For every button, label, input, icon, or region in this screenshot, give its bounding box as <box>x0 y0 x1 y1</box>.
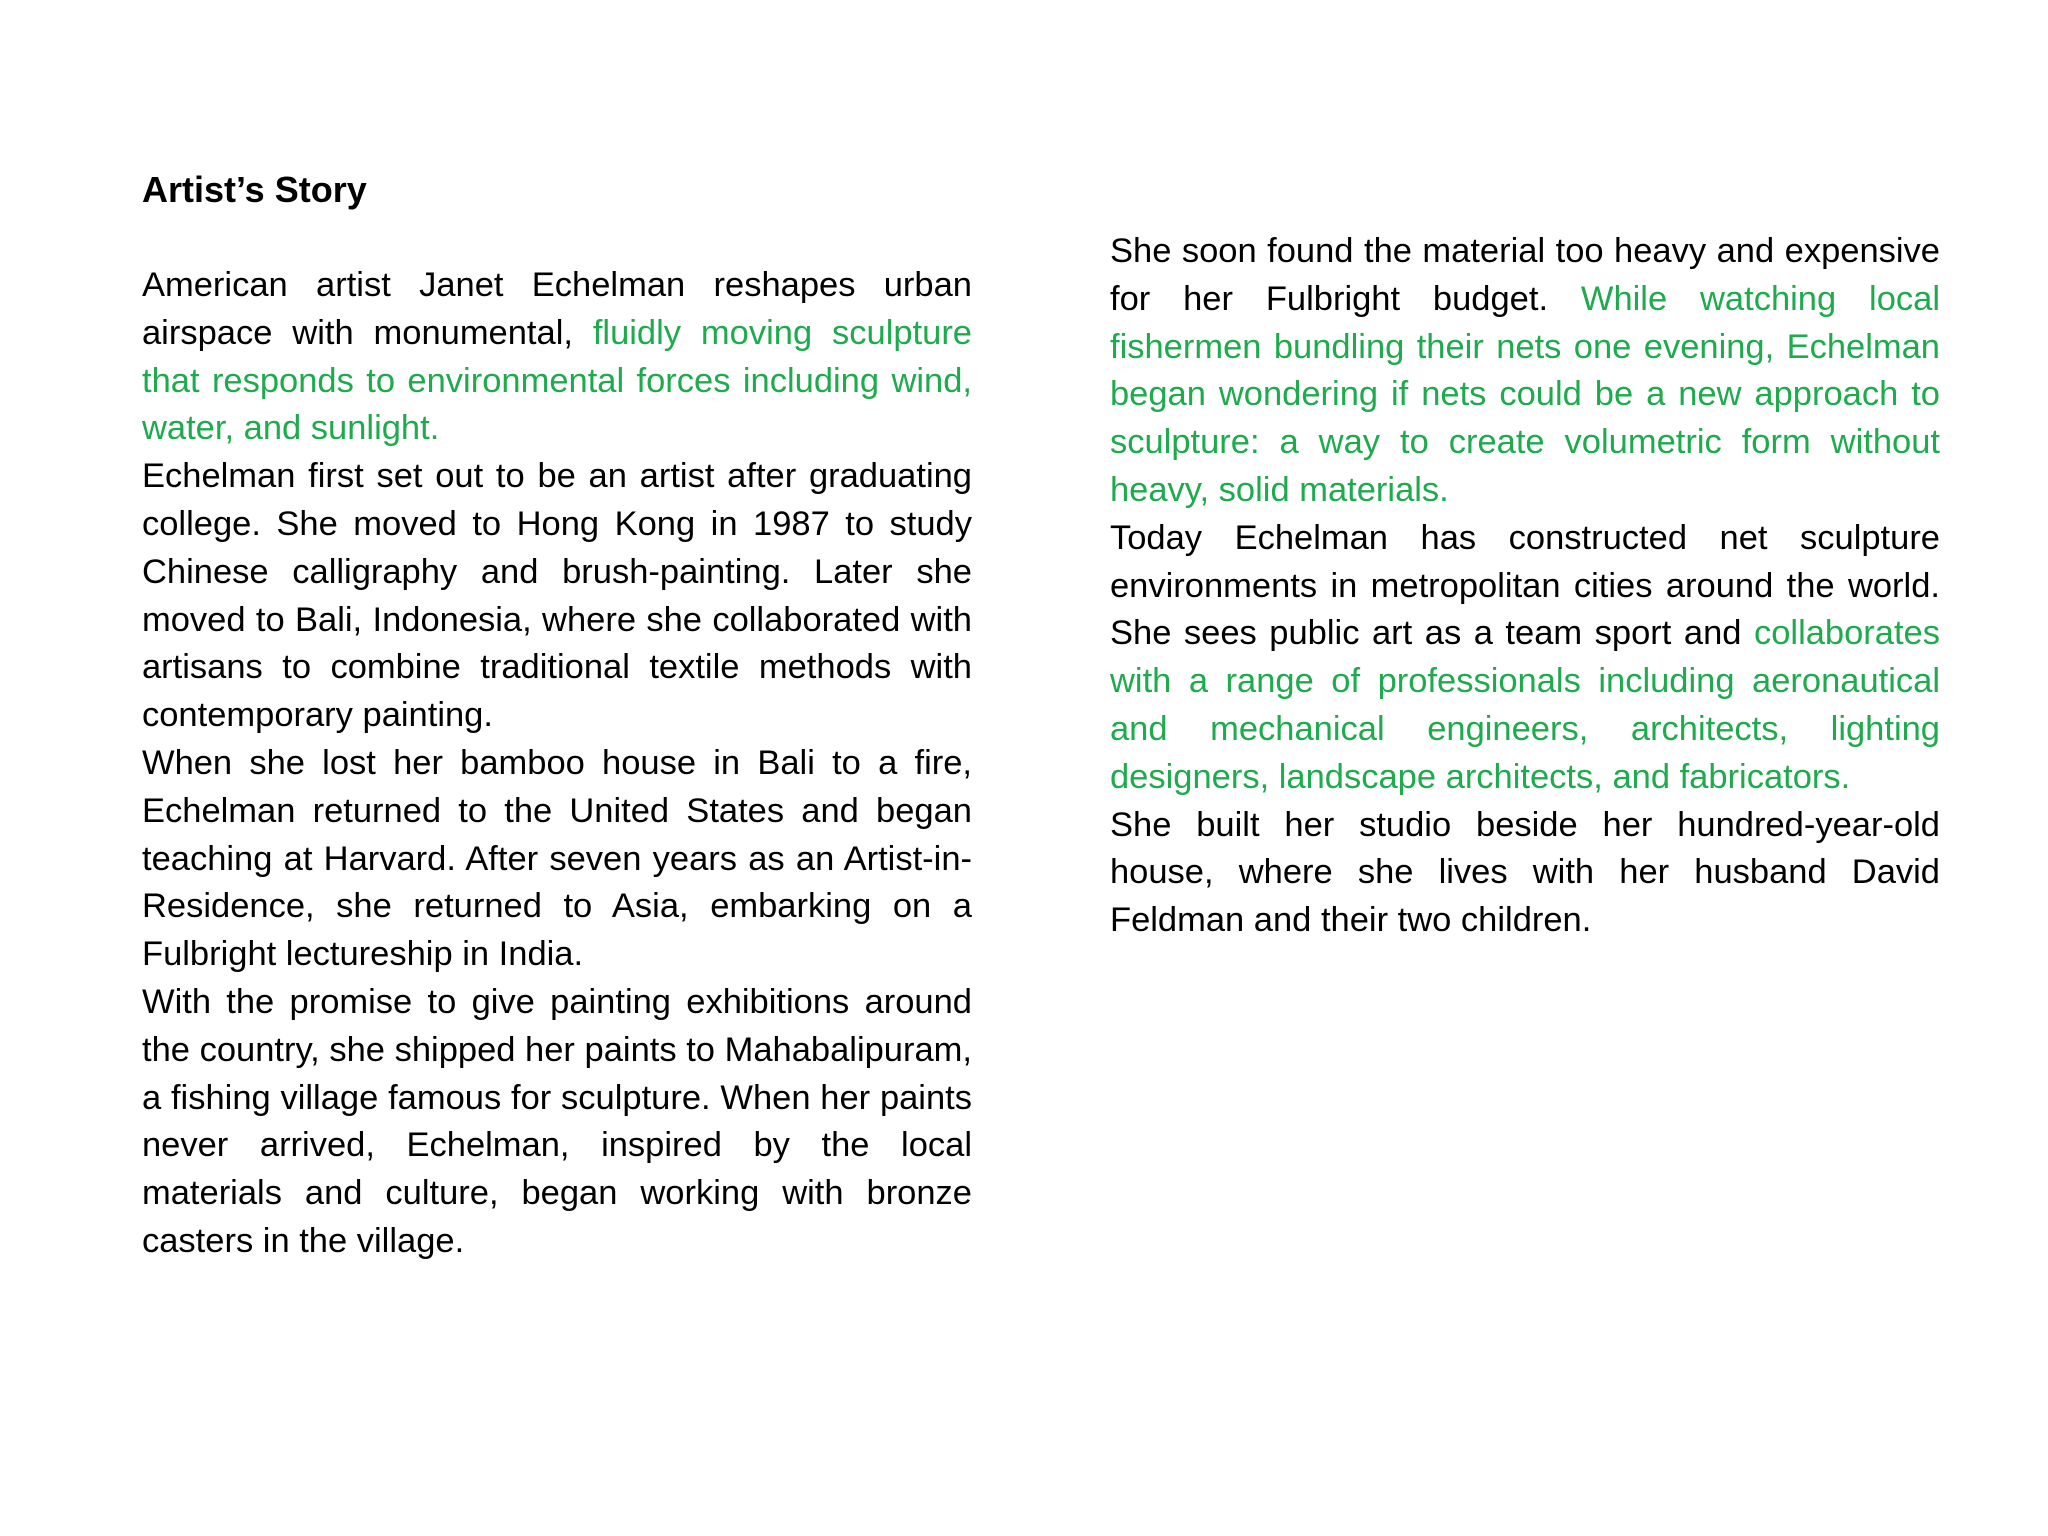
paragraph-early-career: Echelman first set out to be an artist after graduating college. She moved to Hong Kong in 1987 to study Chinese calligraphy and brush-painting. Later she moved to Bali, Indonesia, where she collaborated with artisans to combine traditional textile methods with contemporary painting. <box>142 457 972 735</box>
paragraph-nets <box>1110 228 1940 515</box>
paragraph-studio: She built her studio beside her hundred-year-old house, where she lives with her husband David Feldman and their two children. <box>1110 805 1940 940</box>
page-title: Artist’s Story <box>142 169 367 210</box>
highlighted-text: While watching local fishermen bundling their nets one evening, Echelman began wondering if nets could be a new approach to sculpture: a way to create volumetric form without heavy, solid materials. <box>1110 279 1940 509</box>
paragraph-intro <box>142 262 972 453</box>
left-column <box>142 262 972 1266</box>
right-column <box>1110 228 1940 945</box>
highlighted-text: collaborates with a range of professionals including aeronautical and mechanical engineers, architects, lighting designers, landscape architects, and fabricators. <box>1110 614 1940 796</box>
paragraph-harvard: When she lost her bamboo house in Bali to a fire, Echelman returned to the United States and began teaching at Harvard. After seven years as an Artist-in-Residence, she returned to Asia, embarking on a Fulbright lectureship in India. <box>142 743 972 974</box>
paragraph-mahabalipuram: With the promise to give painting exhibitions around the country, she shipped her paints to Mahabalipuram, a fishing village famous for sculpture. When her paints never arrived, Echelman, inspired by the local materials and culture, began working with bronze casters in the village. <box>142 982 972 1260</box>
highlighted-text: fluidly moving sculpture that responds to environmental forces including wind, water, and sunlight. <box>142 313 972 448</box>
paragraph-text: American artist Janet Echelman reshapes urban airspace with monumental, <box>142 266 972 352</box>
paragraph-text: Today Echelman has constructed net sculpture environments in metropolitan cities around the world. She sees public art as a team sport and <box>1110 518 1940 653</box>
paragraph-text: She soon found the material too heavy and expensive for her Fulbright budget. <box>1110 232 1940 318</box>
paragraph-today <box>1110 515 1940 802</box>
